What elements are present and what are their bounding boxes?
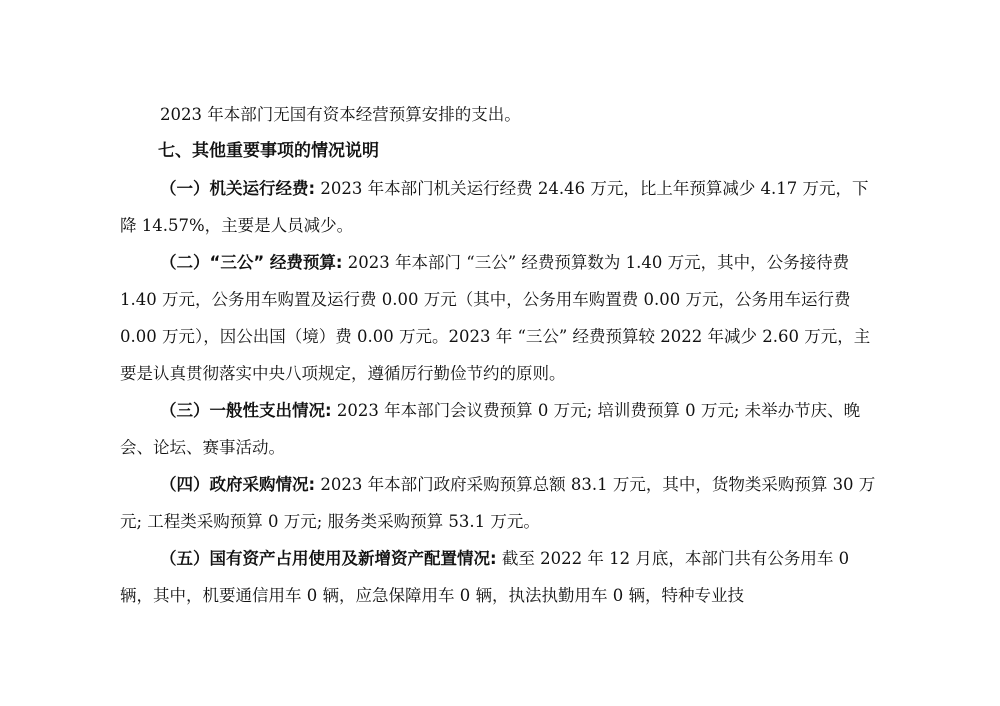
item-lead: （三）一般性支出情况: bbox=[160, 401, 332, 420]
section-heading: 七、其他重要事项的情况说明 bbox=[158, 141, 379, 161]
item-lead: （四）政府采购情况: bbox=[160, 475, 316, 494]
item-lead: （一）机关运行经费: bbox=[160, 179, 316, 198]
item-text: 截至 2022 年 12 月底，本部门共有公务用车 0 辆，其中，机要通信用车 0 辆，应急保障用车 0 辆，执法执勤用车 0 辆，特种专业技 bbox=[120, 549, 850, 605]
item-lead: （五）国有资产占用使用及新增资产配置情况: bbox=[160, 549, 497, 568]
item-text: 2023 年本部门 “三公” 经费预算数为 1.40 万元，其中，公务接待费 1.40 万元，公务用车购置及运行费 0.00 万元（其中，公务用车购置费 0.00 万元，公务用车运行费 0.00 万元），因公出国（境）费 0.00 万元。2023 年 “三公” 经费预算较 2022 年减少 2.60 万元，主要是认真贯彻落实中央八项规定，遵循厉行勤俭节约的原则。 bbox=[120, 253, 871, 383]
item-lead: （二）“三公” 经费预算: bbox=[160, 253, 343, 272]
item-operating-funds bbox=[120, 170, 880, 244]
item-government-procurement bbox=[120, 466, 880, 540]
item-state-assets bbox=[120, 540, 880, 614]
item-text: 2023 年本部门政府采购预算总额 83.1 万元，其中，货物类采购预算 30 万元; 工程类采购预算 0 万元; 服务类采购预算 53.1 万元。 bbox=[120, 475, 876, 531]
item-text: 2023 年本部门会议费预算 0 万元; 培训费预算 0 万元; 未举办节庆、晚会、论坛、赛事活动。 bbox=[120, 401, 861, 457]
paragraph-state-capital: 2023 年本部门无国有资本经营预算安排的支出。 bbox=[160, 105, 521, 124]
item-general-expenditure bbox=[120, 392, 880, 466]
item-text: 2023 年本部门机关运行经费 24.46 万元，比上年预算减少 4.17 万元，下降 14.57%，主要是人员减少。 bbox=[120, 179, 869, 235]
item-three-public-funds bbox=[120, 244, 880, 392]
